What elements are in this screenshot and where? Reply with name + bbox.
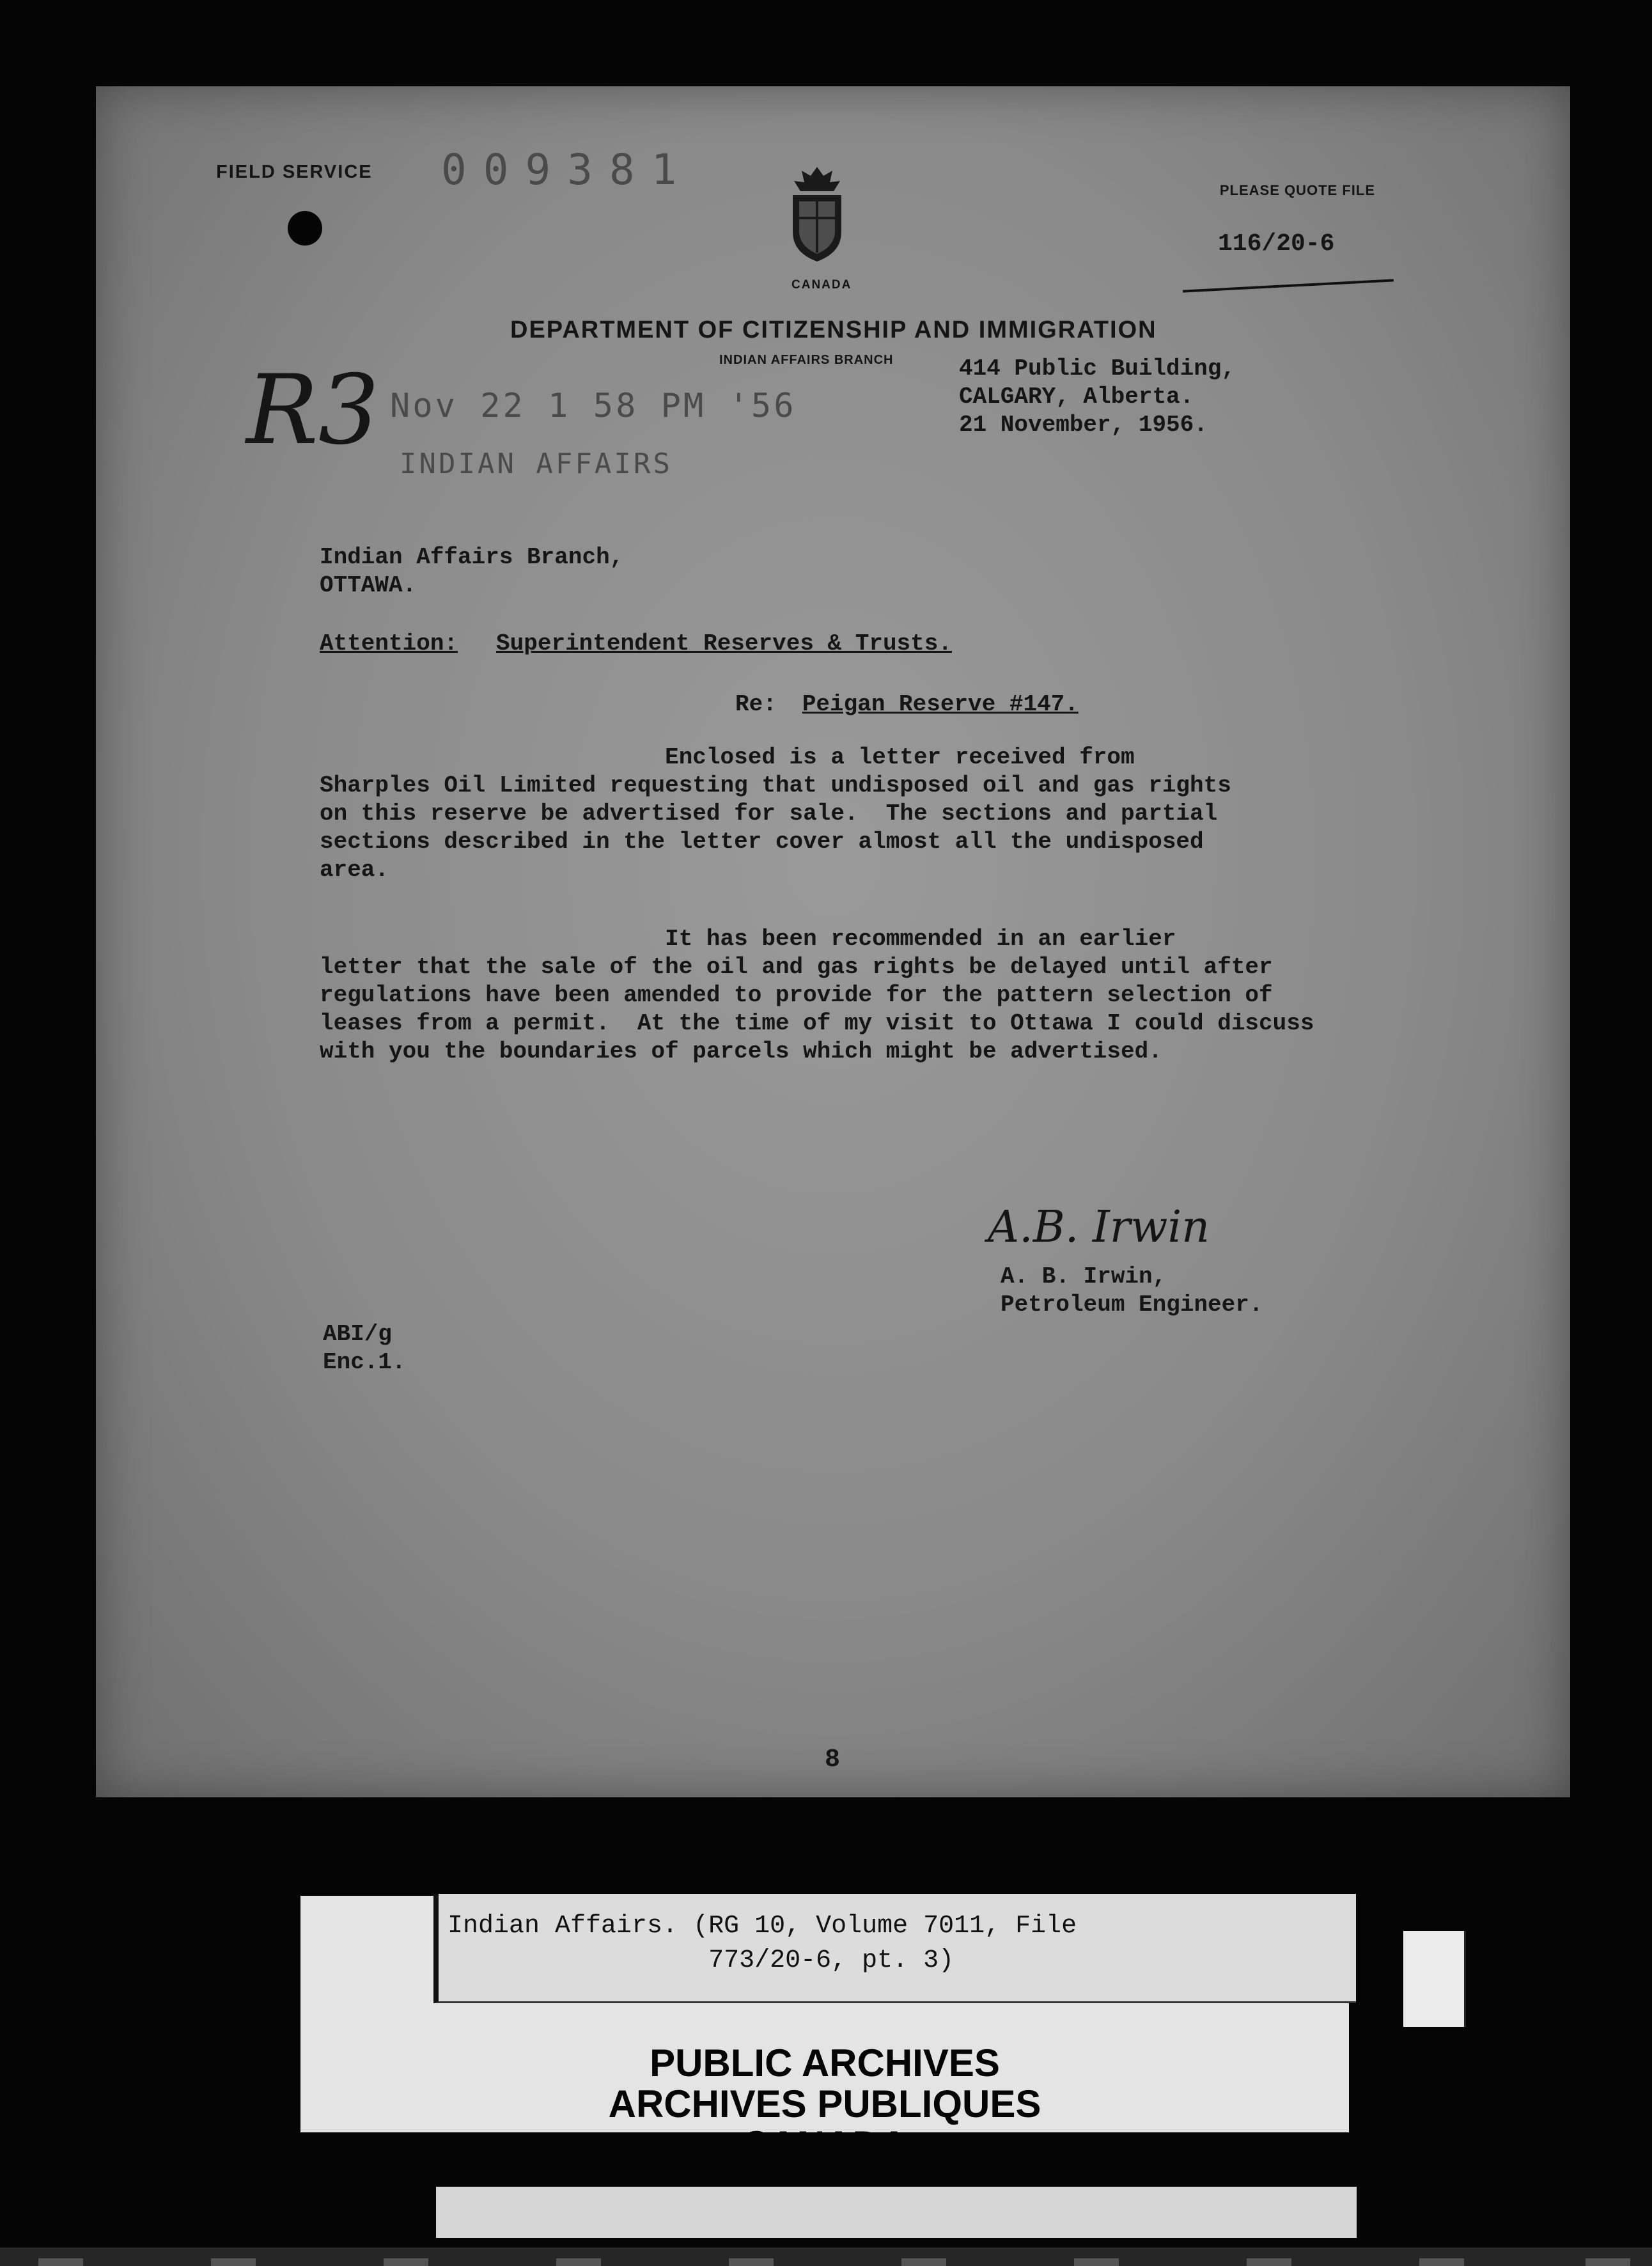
film-tick	[1074, 2258, 1119, 2266]
film-tick	[729, 2258, 774, 2266]
body-line: Sharples Oil Limited requesting that undisposed oil and gas rights	[320, 772, 1231, 799]
film-tick	[1586, 2258, 1630, 2266]
page-mark: 8	[825, 1746, 841, 1774]
signer-name: A. B. Irwin,	[1001, 1263, 1167, 1290]
film-tick	[384, 2258, 428, 2266]
department-heading: DEPARTMENT OF CITIZENSHIP AND IMMIGRATION	[510, 316, 1157, 343]
subject-value: Peigan Reserve #147.	[802, 691, 1079, 717]
handwritten-initials: R3	[246, 355, 380, 466]
received-stamp-org: INDIAN AFFAIRS	[400, 448, 673, 480]
film-tick	[901, 2258, 946, 2266]
body-line: with you the boundaries of parcels which might be advertised.	[320, 1038, 1162, 1065]
reference-initials	[323, 1320, 406, 1377]
address-line: CALGARY, Alberta.	[959, 384, 1194, 410]
body-line: sections described in the letter cover almost all the undisposed	[320, 829, 1204, 855]
film-tick	[1247, 2258, 1291, 2266]
body-line: It has been recommended in an earlier	[320, 926, 1176, 952]
film-tick	[556, 2258, 601, 2266]
punch-hole	[288, 211, 322, 246]
body-paragraph-2	[320, 925, 1314, 1066]
branch-heading: INDIAN AFFAIRS BRANCH	[719, 353, 894, 367]
label-lower-band	[436, 2187, 1357, 2238]
body-line: Enclosed is a letter received from	[320, 744, 1135, 770]
signer-block	[1001, 1263, 1263, 1319]
canada-crest-icon	[779, 162, 855, 264]
body-line: leases from a permit. At the time of my visit to Ottawa I could discuss	[320, 1010, 1314, 1036]
letter-date: 21 November, 1956.	[959, 412, 1208, 438]
film-tick	[38, 2258, 83, 2266]
archive-citation	[448, 1909, 1077, 1978]
film-edge	[0, 2247, 1652, 2266]
attention-value: Superintendent Reserves & Trusts.	[496, 630, 952, 657]
typist-reference: ABI/g	[323, 1321, 393, 1347]
attention-line	[320, 630, 952, 658]
body-line: letter that the sale of the oil and gas rights be delayed until after	[320, 954, 1273, 980]
body-line: area.	[320, 857, 389, 883]
crest-caption: CANADA	[791, 278, 852, 292]
attention-label: Attention:	[320, 630, 458, 657]
recipient-line: OTTAWA.	[320, 572, 417, 598]
film-tick	[211, 2258, 256, 2266]
archives-stamp	[300, 2043, 1349, 2166]
body-line: regulations have been amended to provide for the pattern selection of	[320, 982, 1273, 1008]
recipient-block	[320, 543, 623, 600]
letter-page	[96, 86, 1570, 1797]
address-line: 414 Public Building,	[959, 356, 1236, 382]
received-stamp-date: Nov 22 1 58 PM '56	[390, 387, 797, 425]
subject-line	[735, 691, 1079, 719]
citation-line: Indian Affairs. (RG 10, Volume 7011, File	[448, 1912, 1077, 1941]
subject-label: Re:	[735, 691, 777, 717]
field-service-label: FIELD SERVICE	[216, 162, 373, 182]
film-tick	[1419, 2258, 1464, 2266]
signer-title: Petroleum Engineer.	[1001, 1292, 1263, 1318]
archives-line: PUBLIC ARCHIVES	[650, 2042, 1000, 2084]
please-quote-label: PLEASE QUOTE FILE	[1219, 182, 1375, 198]
file-number: 116/20-6	[1218, 230, 1335, 258]
body-paragraph-1	[320, 744, 1231, 884]
sender-address	[959, 355, 1235, 439]
recipient-line: Indian Affairs Branch,	[320, 544, 624, 570]
label-notch	[1403, 1931, 1466, 2027]
citation-line: 773/20-6, pt. 3)	[448, 1946, 955, 1975]
archives-line: CANADA	[742, 2123, 908, 2166]
body-line: on this reserve be advertised for sale. The sections and partial	[320, 801, 1218, 827]
serial-number: 009381	[441, 145, 694, 194]
enclosure-note: Enc.1.	[323, 1349, 406, 1375]
archives-line: ARCHIVES PUBLIQUES	[608, 2082, 1041, 2125]
file-number-underline	[1183, 279, 1394, 292]
handwritten-signature: A.B. Irwin	[988, 1202, 1210, 1253]
